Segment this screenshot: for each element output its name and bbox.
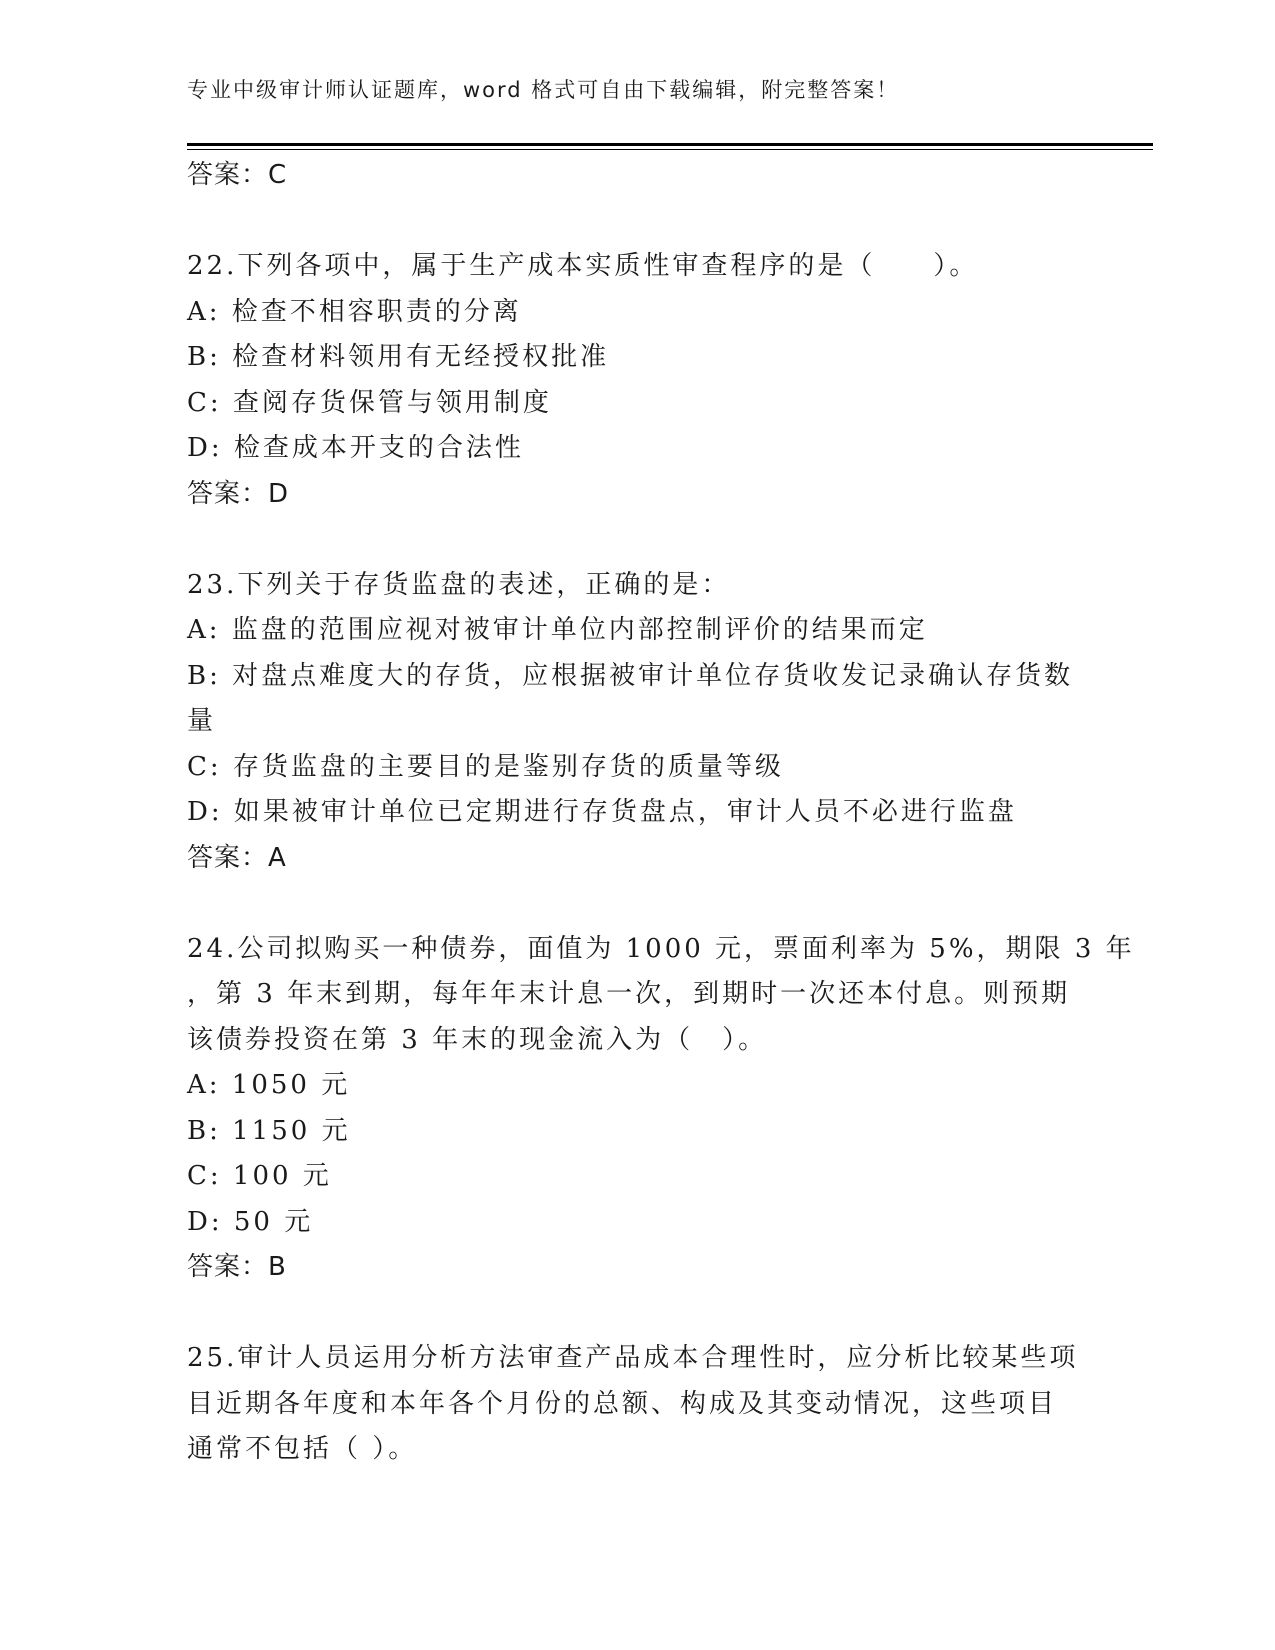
question-list	[187, 153, 1135, 1473]
question-stem-line-2: 目近期各年度和本年各个月份的总额、构成及其变动情况，这些项目	[187, 1388, 1058, 1419]
question-stem-line-2: ，第 3 年末到期，每年年末计息一次，到期时一次还本付息。则预期	[187, 979, 1071, 1009]
question-stem: 25.审计人员运用分析方法审查产品成本合理性时，应分析比较某些项	[187, 1343, 1079, 1373]
option-a: A: 检查不相容职责的分离	[187, 296, 522, 327]
option-d: D: 检查成本开支的合法性	[187, 433, 524, 463]
option-d: D: 50 元	[187, 1206, 314, 1237]
option-d: D: 如果被审计单位已定期进行存货盘点，审计人员不必进行监盘	[187, 797, 1017, 827]
question-25	[187, 1336, 1087, 1473]
question-22	[187, 244, 1087, 517]
option-a: A: 1050 元	[187, 1070, 351, 1100]
header-divider	[187, 143, 1153, 150]
question-stem: 24.公司拟购买一种债券，面值为 1000 元，票面利率为 5%，期限 3 年	[187, 933, 1135, 964]
option-b: B: 检查材料领用有无经授权批准	[187, 342, 610, 372]
option-c: C: 100 元	[187, 1161, 332, 1191]
question-23	[187, 563, 1087, 882]
question-stem: 22.下列各项中，属于生产成本实质性审查程序的是（ ）。	[187, 251, 979, 281]
answer: 答案：A	[187, 842, 287, 873]
option-b-continued: 量	[187, 706, 217, 736]
question-stem: 23.下列关于存货监盘的表述，正确的是：	[187, 569, 731, 600]
question-stem-line-3: 通常不包括（ ）。	[187, 1434, 418, 1464]
option-c: C: 存货监盘的主要目的是鉴别存货的质量等级	[187, 751, 784, 782]
answer: 答案：D	[187, 478, 290, 509]
option-b: B: 对盘点难度大的存货，应根据被审计单位存货收发记录确认存货数	[187, 660, 1074, 691]
answer: 答案：B	[187, 1252, 287, 1282]
option-b: B: 1150 元	[187, 1115, 351, 1146]
previous-answer: 答案：C	[187, 160, 288, 190]
option-c: C: 查阅存货保管与领用制度	[187, 387, 552, 418]
question-24	[187, 927, 1135, 1291]
option-a: A: 监盘的范围应视对被审计单位内部控制评价的结果而定	[187, 615, 928, 645]
question-stem-line-3: 该债券投资在第 3 年末的现金流入为（ ）。	[187, 1024, 768, 1055]
page-header: 专业中级审计师认证题库，word 格式可自由下载编辑，附完整答案！	[187, 78, 900, 102]
